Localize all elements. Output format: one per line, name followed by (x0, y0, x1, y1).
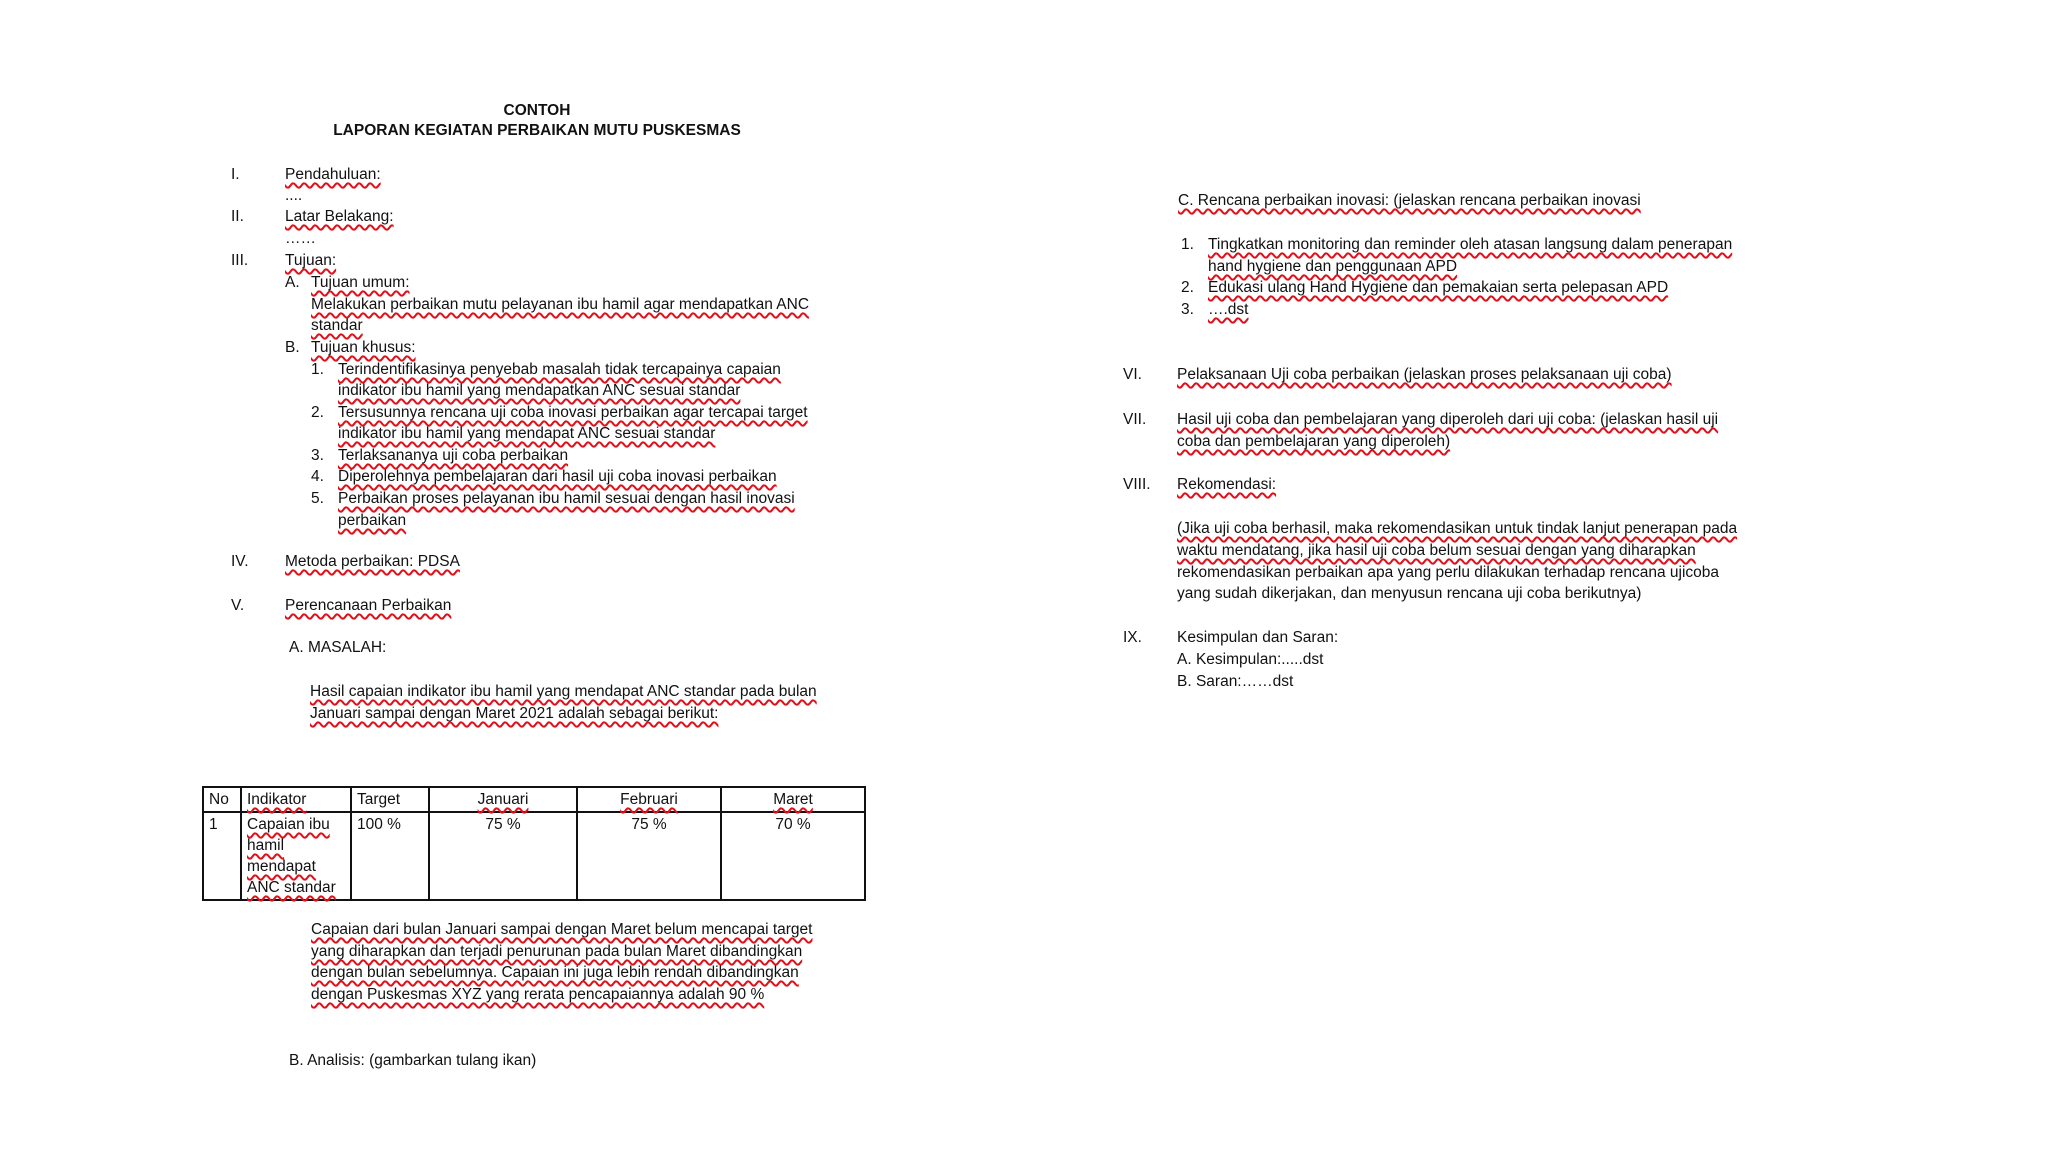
rekomendasi-line-4: yang sudah dikerjakan, dan menyusun rencana uji coba berikutnya) (1177, 585, 1642, 602)
cell-indikator-line-4: ANC standar (247, 879, 336, 896)
section-i-body: .... (285, 187, 303, 204)
tujuan-item-5-num: 5. (311, 490, 324, 507)
col-header-januari: Januari (429, 787, 577, 812)
summary-line-3: dengan bulan sebelumnya. Capaian ini juga lebih rendah dibandingkan (311, 964, 799, 981)
rencana-item-2-num: 2. (1181, 279, 1194, 296)
section-ii-title: Latar Belakang: (285, 208, 394, 225)
section-iii-number: III. (231, 252, 249, 269)
summary-line-4: dengan Puskesmas XYZ yang rerata pencapaiannya adalah 90 % (311, 986, 765, 1003)
tujuan-umum-body-2: standar (311, 317, 363, 334)
cell-januari: 75 % (429, 812, 577, 900)
section-v-number: V. (231, 597, 245, 614)
section-viii-title: Rekomendasi: (1177, 476, 1277, 493)
tujuan-item-4-line1: Diperolehnya pembelajaran dari hasil uji coba inovasi perbaikan (338, 468, 777, 485)
section-vii-number: VII. (1123, 411, 1147, 428)
tujuan-item-1-line1: Terindentifikasinya penyebab masalah tidak tercapainya capaian (338, 361, 781, 378)
tujuan-item-2-line1: Tersusunnya rencana uji coba inovasi perbaikan agar tercapai target (338, 404, 808, 421)
indicator-table (202, 786, 866, 901)
section-i-title: Pendahuluan: (285, 166, 381, 183)
analisis-heading: B. Analisis: (gambarkan tulang ikan) (289, 1052, 537, 1069)
summary-line-2: yang diharapkan dan terjadi penurunan pada bulan Maret dibandingkan (311, 943, 803, 960)
tujuan-item-3-line1: Terlaksananya uji coba perbaikan (338, 447, 569, 464)
section-iii-title: Tujuan: (285, 252, 337, 269)
doc-heading-2: LAPORAN KEGIATAN PERBAIKAN MUTU PUSKESMAS (333, 122, 741, 139)
doc-heading-1: CONTOH (503, 102, 571, 119)
tujuan-item-5-line1: Perbaikan proses pelayanan ibu hamil sesuai dengan hasil inovasi (338, 490, 795, 507)
section-ix-number: IX. (1123, 629, 1142, 646)
tujuan-umum-label: A. (285, 274, 300, 291)
summary-line-1: Capaian dari bulan Januari sampai dengan Maret belum mencapai target (311, 921, 813, 938)
rekomendasi-line-1: (Jika uji coba berhasil, maka rekomendasikan untuk tindak lanjut penerapan pada (1177, 520, 1738, 537)
tujuan-khusus-label: B. (285, 339, 300, 356)
col-header-maret: Maret (721, 787, 865, 812)
saran-line: B. Saran:……dst (1177, 673, 1294, 690)
section-viii-number: VIII. (1123, 476, 1151, 493)
cell-indikator-line-3: mendapat (247, 858, 316, 875)
masalah-heading: A. MASALAH: (289, 639, 387, 656)
rencana-item-1-num: 1. (1181, 236, 1194, 253)
col-header-no: No (203, 787, 241, 812)
kesimpulan-line: A. Kesimpulan:.....dst (1177, 651, 1324, 668)
tujuan-item-1-num: 1. (311, 361, 324, 378)
section-vii-line2: coba dan pembelajaran yang diperoleh) (1177, 433, 1451, 450)
col-header-februari: Februari (577, 787, 721, 812)
masalah-body-1: Hasil capaian indikator ibu hamil yang mendapat ANC standar pada bulan (310, 683, 817, 700)
section-iv-number: IV. (231, 553, 249, 570)
rencana-item-2-line1: Edukasi ulang Hand Hygiene dan pemakaian serta pelepasan APD (1208, 279, 1669, 296)
tujuan-item-2-num: 2. (311, 404, 324, 421)
rencana-item-1-line2: hand hygiene dan penggunaan APD (1208, 258, 1458, 275)
section-v-title: Perencanaan Perbaikan (285, 597, 452, 614)
cell-target: 100 % (351, 812, 429, 900)
tujuan-item-2-line2: indikator ibu hamil yang mendapat ANC sesuai standar (338, 425, 716, 442)
section-ii-number: II. (231, 208, 244, 225)
tujuan-umum-body-1: Melakukan perbaikan mutu pelayanan ibu hamil agar mendapatkan ANC (311, 296, 810, 313)
tujuan-item-1-line2: indikator ibu hamil yang mendapatkan ANC sesuai standar (338, 382, 741, 399)
rencana-item-3-num: 3. (1181, 301, 1194, 318)
table-row (203, 812, 865, 900)
rencana-item-3-line1: ….dst (1208, 301, 1249, 318)
cell-maret: 70 % (721, 812, 865, 900)
cell-indikator-line-1: Capaian ibu (247, 816, 330, 833)
cell-februari: 75 % (577, 812, 721, 900)
rekomendasi-line-3: rekomendasikan perbaikan apa yang perlu dilakukan terhadap rencana ujicoba (1177, 564, 1720, 581)
section-ix-title: Kesimpulan dan Saran: (1177, 629, 1339, 646)
rekomendasi-line-2: waktu mendatang, jika hasil uji coba belum sesuai dengan yang diharapkan (1177, 542, 1696, 559)
cell-no: 1 (203, 812, 241, 900)
section-i-number: I. (231, 166, 240, 183)
col-header-target: Target (351, 787, 429, 812)
section-vi-text: Pelaksanaan Uji coba perbaikan (jelaskan proses pelaksanaan uji coba) (1177, 366, 1672, 383)
rencana-item-1-line1: Tingkatkan monitoring dan reminder oleh atasan langsung dalam penerapan (1208, 236, 1733, 253)
tujuan-item-5-line2: perbaikan (338, 512, 407, 529)
rencana-heading: C. Rencana perbaikan inovasi: (jelaskan rencana perbaikan inovasi (1178, 192, 1641, 209)
col-header-indikator: Indikator (241, 787, 351, 812)
tujuan-umum-title: Tujuan umum: (311, 274, 410, 291)
cell-indikator-line-2: hamil (247, 837, 285, 854)
tujuan-khusus-title: Tujuan khusus: (311, 339, 416, 356)
section-vii-line1: Hasil uji coba dan pembelajaran yang diperoleh dari uji coba: (jelaskan hasil uji (1177, 411, 1719, 428)
section-vi-number: VI. (1123, 366, 1142, 383)
section-iv-title: Metoda perbaikan: PDSA (285, 553, 460, 570)
tujuan-item-4-num: 4. (311, 468, 324, 485)
table-header-row (203, 787, 865, 812)
masalah-body-2: Januari sampai dengan Maret 2021 adalah sebagai berikut: (310, 705, 719, 722)
cell-indikator (241, 812, 351, 900)
tujuan-item-3-num: 3. (311, 447, 324, 464)
section-ii-body: …… (285, 230, 316, 247)
